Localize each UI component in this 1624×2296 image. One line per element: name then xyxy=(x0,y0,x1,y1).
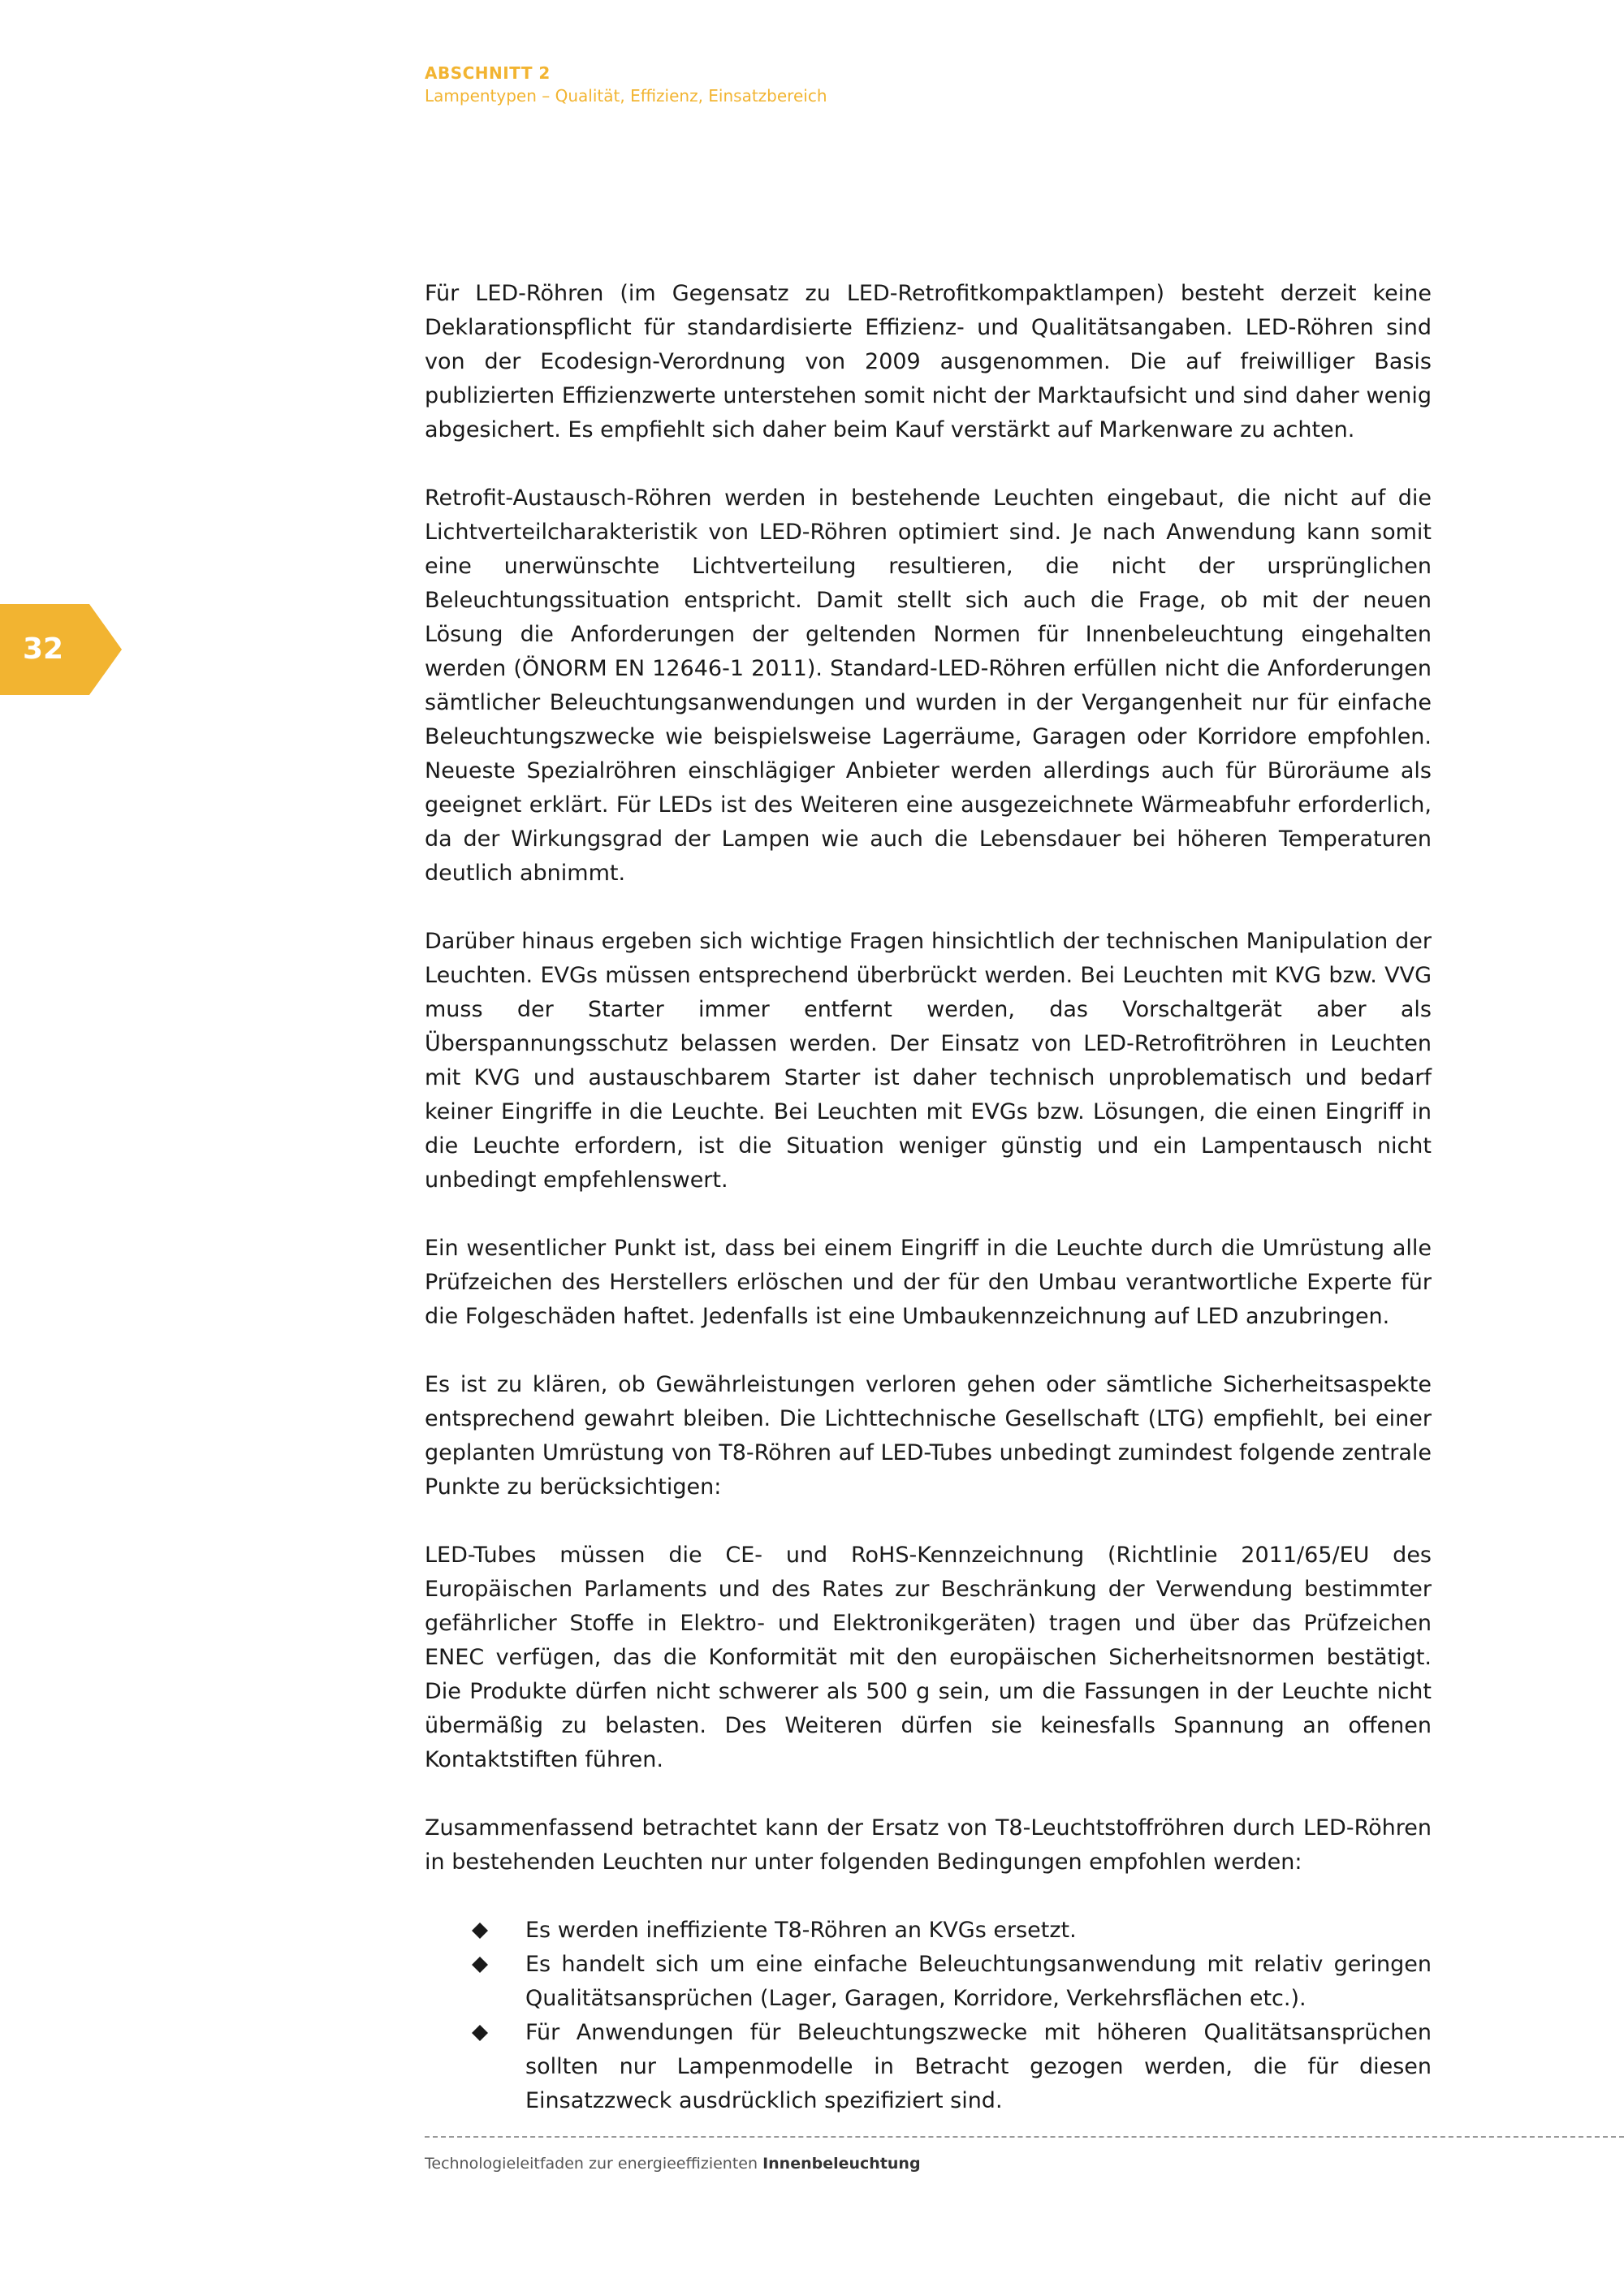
page-number: 32 xyxy=(23,632,64,666)
page-footer xyxy=(425,2153,921,2174)
paragraph: Es ist zu klären, ob Gewährleistungen verloren gehen oder sämtliche Sicherheitsaspekte entsprechend gewahrt bleiben. Die Lichttechnische Gesellschaft (LTG) empfiehlt, bei einer geplanten Umrüstung von T8-Röhren auf LED-Tubes unbedingt zumindest folgende zentrale Punkte zu berücksichtigen: xyxy=(425,1372,1432,1500)
diamond-icon xyxy=(472,2025,488,2041)
list-item xyxy=(525,1914,1432,1948)
diamond-icon xyxy=(472,1957,488,1973)
paragraph: Darüber hinaus ergeben sich wichtige Fragen hinsichtlich der technischen Manipulation der Leuchten. EVGs müssen entsprechend überbrückt werden. Bei Leuchten mit KVG bzw. VVG muss der Starter immer entfernt werden, das Vorschaltgerät aber als Überspannungsschutz belassen werden. Der Einsatz von LED-Retrofitröhren in Leuchten mit KVG und austauschbarem Starter ist daher technisch unproblematisch und bedarf keiner Eingriffe in die Leuchte. Bei Leuchten mit EVGs bzw. Lösungen, die einen Eingriff in die Leuchte erfordern, ist die Situation weniger günstig und ein Lampentausch nicht unbedingt empfehlenswert. xyxy=(425,929,1432,1193)
section-label: ABSCHNITT 2 xyxy=(425,63,551,83)
footer-text-bold: Innenbeleuchtung xyxy=(762,2155,921,2173)
footer-text: Technologieleitfaden zur energieeffizienten xyxy=(425,2155,758,2173)
page-number-tab xyxy=(0,604,122,695)
list-item-text: Es werden ineffiziente T8-Röhren an KVGs ersetzt. xyxy=(525,1918,1077,1943)
body-text xyxy=(425,277,1432,2118)
list-item-text: Es handelt sich um eine einfache Beleuchtungsanwendung mit relativ geringen Qualitätsansprüchen (Lager, Garagen, Korridore, Verkehrsflächen etc.). xyxy=(525,1952,1432,2011)
page-header xyxy=(425,62,1399,107)
paragraph: Ein wesentlicher Punkt ist, dass bei einem Eingriff in die Leuchte durch die Umrüstung alle Prüfzeichen des Herstellers erlöschen und der für den Umbau verantwortliche Experte für die Folgeschäden haftet. Jedenfalls ist eine Umbaukennzeichnung auf LED anzubringen. xyxy=(425,1236,1432,1329)
paragraph: Für LED-Röhren (im Gegensatz zu LED-Retrofitkompaktlampen) besteht derzeit keine Deklarationspflicht für standardisierte Effizienz- und Qualitätsangaben. LED-Röhren sind von der Ecodesign-Verordnung von 2009 ausgenommen. Die auf freiwilliger Basis publizierten Effizienzwerte unterstehen somit nicht der Marktaufsicht und sind daher wenig abgesichert. Es empfiehlt sich daher beim Kauf verstärkt auf Markenware zu achten. xyxy=(425,281,1432,442)
paragraph: Retrofit-Austausch-Röhren werden in bestehende Leuchten eingebaut, die nicht auf die Lichtverteilcharakteristik von LED-Röhren optimiert sind. Je nach Anwendung kann somit eine unerwünschte Lichtverteilung resultieren, die nicht der ursprünglichen Beleuchtungssituation entspricht. Damit stellt sich auch die Frage, ob mit der neuen Lösung die Anforderungen der geltenden Normen für Innenbeleuchtung eingehalten werden (ÖNORM EN 12646-1 2011). Standard-LED-Röhren erfüllen nicht die Anforderungen sämtlicher Beleuchtungsanwendungen und wurden in der Vergangenheit nur für einfache Beleuchtungszwecke wie beispielsweise Lagerräume, Garagen oder Korridore empfohlen. Neueste Spezialröhren einschlägiger Anbieter werden allerdings auch für Büroräume als geeignet erklärt. Für LEDs ist des Weiteren eine ausgezeichnete Wärmeabfuhr erforderlich, da der Wirkungsgrad der Lampen wie auch die Lebensdauer bei höheren Temperaturen deutlich abnimmt. xyxy=(425,486,1432,886)
list-item-text: Für Anwendungen für Beleuchtungszwecke mit höheren Qualitätsansprüchen sollten nur Lampenmodelle in Betracht gezogen werden, die für diesen Einsatzzweck ausdrücklich spezifiziert sind. xyxy=(525,2020,1432,2113)
condition-list xyxy=(425,1914,1432,2118)
list-item xyxy=(525,1948,1432,2016)
section-subtitle: Lampentypen – Qualität, Effizienz, Einsatzbereich xyxy=(425,86,827,106)
list-item xyxy=(525,2016,1432,2118)
paragraph: LED-Tubes müssen die CE- und RoHS-Kennzeichnung (Richtlinie 2011/65/EU des Europäischen Parlaments und des Rates zur Beschränkung der Verwendung bestimmter gefährlicher Stoffe in Elektro- und Elektronikgeräten) tragen und über das Prüfzeichen ENEC verfügen, das die Konformität mit den europäischen Sicherheitsnormen bestätigt. Die Produkte dürfen nicht schwerer als 500 g sein, um die Fassungen in der Leuchte nicht übermäßig zu belasten. Des Weiteren dürfen sie keinesfalls Spannung an offenen Kontaktstiften führen. xyxy=(425,1543,1432,1772)
paragraph: Zusammenfassend betrachtet kann der Ersatz von T8-Leuchtstoffröhren durch LED-Röhren in bestehenden Leuchten nur unter folgenden Bedingungen empfohlen werden: xyxy=(425,1815,1432,1875)
diamond-icon xyxy=(472,1923,488,1939)
footer-divider xyxy=(425,2136,1624,2138)
